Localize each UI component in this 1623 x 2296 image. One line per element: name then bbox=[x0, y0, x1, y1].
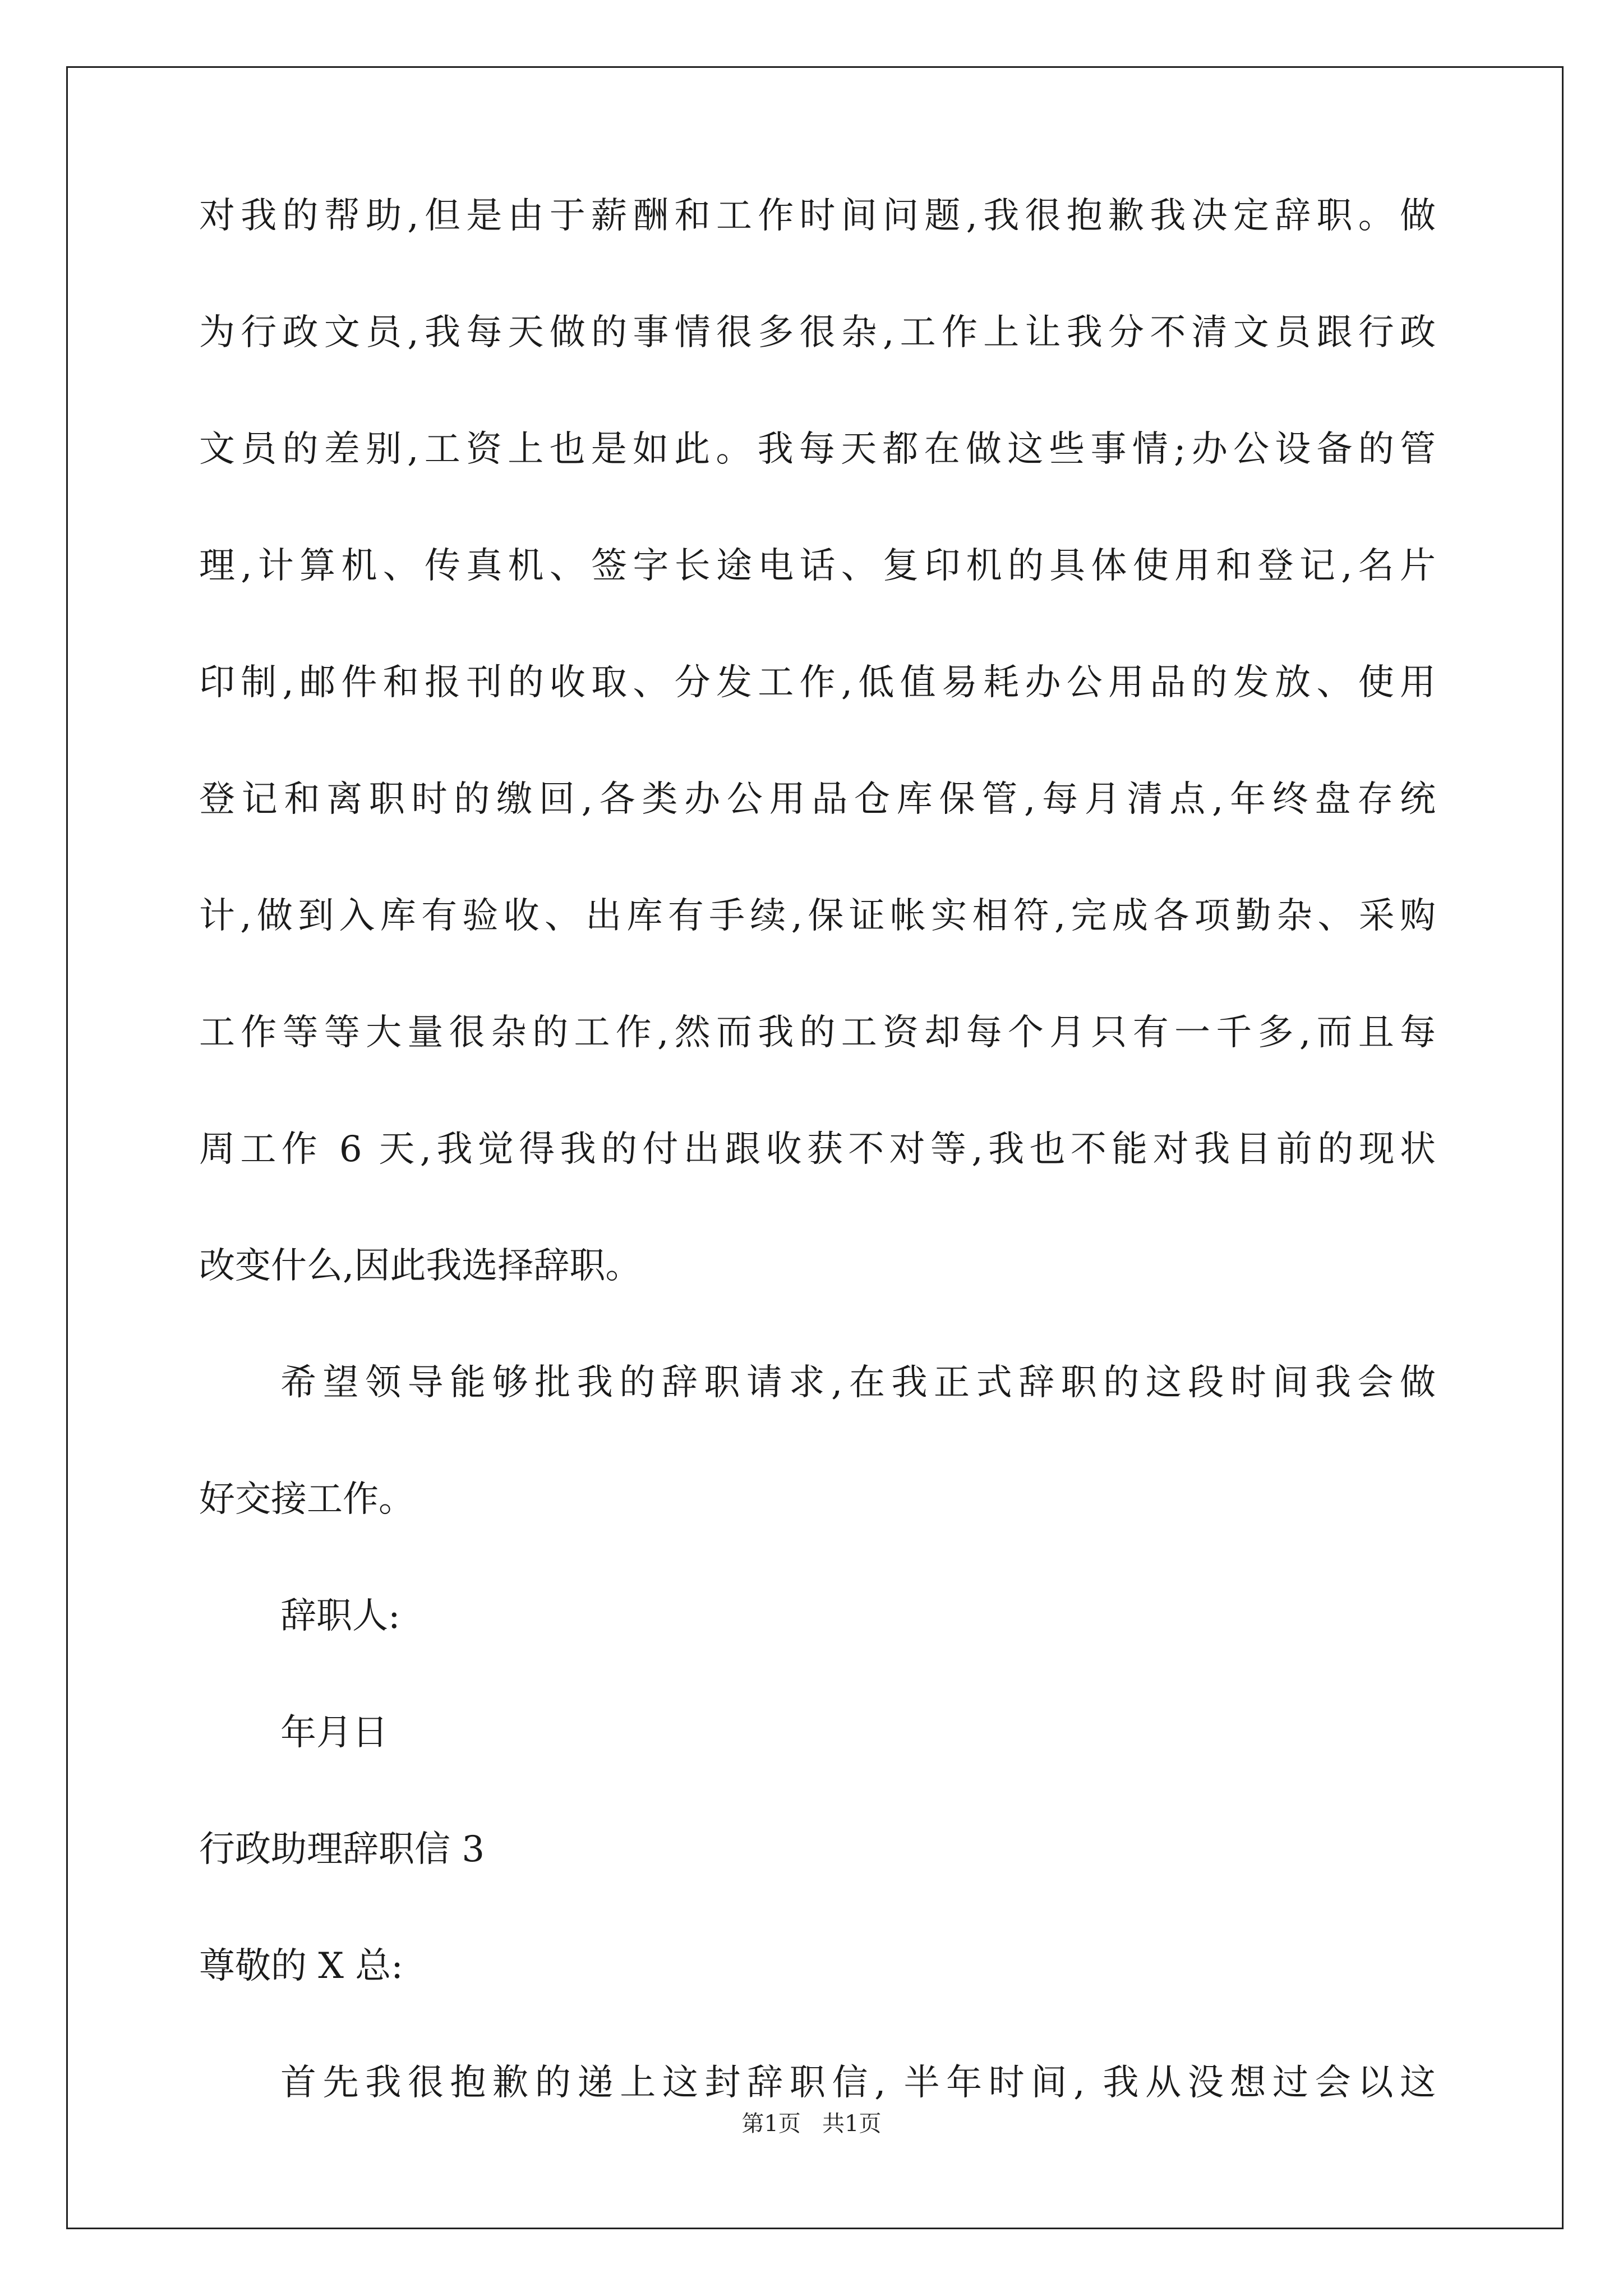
paragraph-1-line-1: 对我的帮助,但是由于薪酬和工作时间问题,我很抱歉我决定辞职。做 bbox=[199, 196, 1436, 236]
paragraph-1-line-10: 改变什么,因此我选择辞职。 bbox=[199, 1246, 642, 1286]
paragraph-1-line-6: 登记和离职时的缴回,各类办公用品仓库保管,每月清点,年终盘存统 bbox=[199, 780, 1436, 819]
document-body bbox=[199, 196, 1436, 2180]
salutation: 尊敬的 X 总: bbox=[199, 1947, 403, 1986]
signature-label: 辞职人: bbox=[280, 1596, 400, 1636]
paragraph-1-line-7: 计,做到入库有验收、出库有手续,保证帐实相符,完成各项勤杂、采购 bbox=[199, 896, 1436, 936]
paragraph-3-line-1: 首先我很抱歉的递上这封辞职信, 半年时间, 我从没想过会以这 bbox=[280, 2063, 1436, 2102]
paragraph-2-line-2: 好交接工作。 bbox=[199, 1480, 414, 1519]
paragraph-1-line-4: 理,计算机、传真机、签字长途电话、复印机的具体使用和登记,名片 bbox=[199, 546, 1436, 586]
paragraph-1-line-3: 文员的差别,工资上也是如此。我每天都在做这些事情;办公设备的管 bbox=[199, 430, 1436, 469]
paragraph-1-line-9: 周工作 6 天,我觉得我的付出跟收获不对等,我也不能对我目前的现状 bbox=[199, 1130, 1436, 1169]
paragraph-2-line-1: 希望领导能够批我的辞职请求,在我正式辞职的这段时间我会做 bbox=[280, 1363, 1436, 1402]
date-label: 年月日 bbox=[280, 1713, 388, 1752]
paragraph-1-line-5: 印制,邮件和报刊的收取、分发工作,低值易耗办公用品的发放、使用 bbox=[199, 663, 1436, 702]
paragraph-1-line-8: 工作等等大量很杂的工作,然而我的工资却每个月只有一千多,而且每 bbox=[199, 1013, 1436, 1052]
paragraph-1-line-2: 为行政文员,我每天做的事情很多很杂,工作上让我分不清文员跟行政 bbox=[199, 313, 1436, 352]
page-number-footer: 第1页 共1页 bbox=[741, 2111, 882, 2137]
section-title: 行政助理辞职信 3 bbox=[199, 1830, 485, 1869]
